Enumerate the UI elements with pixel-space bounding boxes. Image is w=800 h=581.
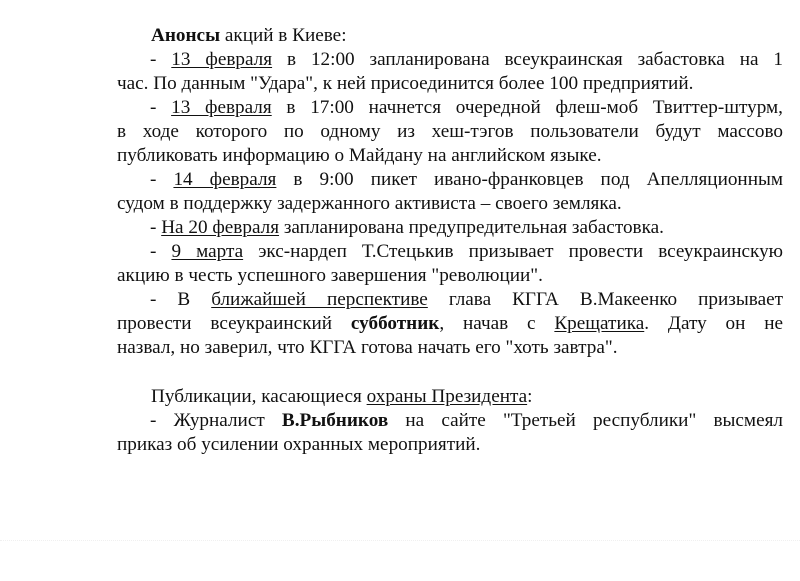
- item-continuation: судом в поддержку задержанного активиста – своего земляка.: [117, 193, 622, 214]
- kiev-announcements-heading: [117, 24, 783, 48]
- item-continuation: час. По данным "Удара", к ней присоединится более 100 предприятий.: [117, 73, 694, 94]
- subbotnik-bold: субботник: [350, 313, 440, 334]
- heading-text: Публикации, касающиеся: [151, 386, 367, 407]
- item-dash: -: [150, 169, 174, 190]
- heading-colon: :: [527, 386, 533, 407]
- item-continuation: [117, 312, 783, 336]
- item-text: - Журналист: [150, 410, 282, 431]
- item-text: , начав с: [439, 313, 555, 334]
- item-text: в 12:00 запланирована всеукраинская забастовка на 1: [272, 49, 783, 70]
- item-text: экс-нардеп Т.Стецькив призывает провести всеукраинскую: [243, 241, 783, 262]
- near-future-link: ближайшей перспективе: [211, 289, 428, 310]
- item-text: в 9:00 пикет ивано-франковцев под Апелляционным: [276, 169, 783, 190]
- section-gap: [117, 360, 783, 385]
- president-security-heading: [117, 385, 783, 409]
- announcement-item-subbotnik: [117, 288, 783, 312]
- date-link-feb13: 13 февраля: [171, 49, 273, 70]
- announcement-item-feb13-evening: [117, 96, 783, 120]
- announcement-item-feb13-noon: [117, 48, 783, 72]
- item-text: запланирована предупредительная забастовка.: [279, 217, 664, 238]
- publication-item-rybnikov: [117, 409, 783, 433]
- item-continuation: приказ об усилении охранных мероприятий.: [117, 434, 481, 455]
- scan-artifact-line: [0, 540, 800, 542]
- item-dash: -: [150, 217, 162, 238]
- item-continuation: назвал, но заверил, что КГГА готова начать его "хоть завтра".: [117, 337, 618, 358]
- president-security-link: охраны Президента: [366, 386, 528, 407]
- date-link-feb13: 13 февраля: [171, 97, 272, 118]
- heading-bold-word: Анонсы: [151, 25, 221, 46]
- item-text: на сайте "Третьей республики" высмеял: [388, 410, 783, 431]
- announcement-item-feb14: [117, 168, 783, 192]
- item-dash: -: [150, 49, 172, 70]
- item-dash: - В: [150, 289, 212, 310]
- announcement-item-feb20: [117, 216, 783, 240]
- item-dash: -: [150, 97, 172, 118]
- item-continuation: публиковать информацию о Майдану на английском языке.: [117, 145, 602, 166]
- item-continuation: акцию в честь успешного завершения "революции".: [117, 265, 543, 286]
- item-continuation: в ходе которого по одному из хеш-тэгов пользователи будут массово: [117, 121, 783, 142]
- date-link-feb20: На 20 февраля: [161, 217, 280, 238]
- item-text: . Дату он не: [644, 313, 783, 334]
- khreshchatyk-link: Крещатика: [554, 313, 645, 334]
- journalist-name: В.Рыбников: [281, 410, 389, 431]
- announcement-item-mar9: [117, 240, 783, 264]
- document-page: [117, 24, 783, 457]
- date-link-feb14: 14 февраля: [173, 169, 277, 190]
- item-text: провести всеукраинский: [117, 313, 351, 334]
- heading-rest: акций в Киеве:: [220, 25, 347, 46]
- item-text: в 17:00 начнется очередной флеш-моб Твиттер-штурм,: [271, 97, 783, 118]
- item-dash: -: [150, 241, 172, 262]
- item-text: глава КГГА В.Макеенко призывает: [427, 289, 783, 310]
- date-link-mar9: 9 марта: [171, 241, 244, 262]
